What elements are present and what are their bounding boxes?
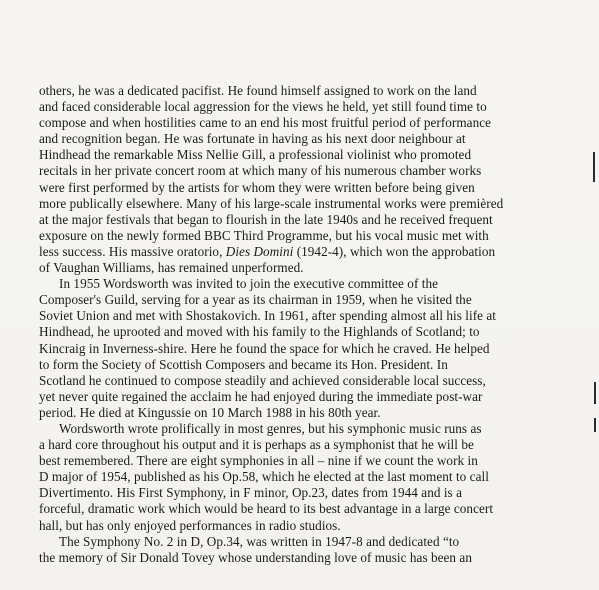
line-text: the memory of Sir Donald Tovey whose understanding love of music has been an: [39, 549, 472, 565]
text-line: [39, 292, 571, 308]
edge-mark: [594, 418, 596, 432]
text-line: [39, 534, 571, 550]
line-text: period. He died at Kingussie on 10 March 1988 in his 80th year.: [39, 404, 381, 420]
line-text: of Vaughan Williams, has remained unperformed.: [39, 260, 304, 276]
text-line: [39, 357, 571, 373]
line-text: In 1955 Wordsworth was invited to join the executive committee of the: [59, 276, 439, 292]
text-line: [39, 260, 571, 276]
line-text: less success. His massive oratorio,: [39, 243, 226, 259]
text-line: [39, 501, 571, 517]
text-line: [39, 83, 571, 99]
text-line: [39, 131, 571, 147]
text-line: [39, 405, 571, 421]
body-text: [39, 83, 571, 566]
line-text: to form the Society of Scottish Composers and became its Hon. President. In: [39, 356, 448, 372]
text-line: [39, 180, 571, 196]
text-line: [39, 437, 571, 453]
text-line: [39, 163, 571, 179]
line-text: forceful, dramatic work which would be heard to its best advantage in a large concert: [39, 501, 494, 517]
line-text: exposure on the newly formed BBC Third Programme, but his vocal music met with: [39, 227, 489, 243]
line-text: Hindhead the remarkable Miss Nellie Gill, a professional violinist who promoted: [39, 147, 472, 163]
text-line: [39, 196, 571, 212]
text-line: [39, 244, 571, 260]
text-line: [39, 99, 571, 115]
edge-mark: [594, 382, 596, 404]
text-line: [39, 115, 571, 131]
text-line: [39, 147, 571, 163]
line-text: The Symphony No. 2 in D, Op.34, was written in 1947-8 and dedicated “to: [59, 533, 460, 549]
line-text: at the major festivals that began to flourish in the late 1940s and he received frequent: [39, 211, 493, 227]
text-line: [39, 228, 571, 244]
italic-title: Dies Domini: [225, 243, 294, 259]
line-text: yet never quite regained the acclaim he had enjoyed during the immediate post-war: [39, 388, 483, 404]
line-text: more publically elsewhere. Many of his large-scale instrumental works were premièred: [39, 195, 504, 211]
text-line: [39, 550, 571, 566]
text-line: [39, 276, 571, 292]
line-text: were first performed by the artists for whom they were written before being given: [39, 179, 475, 195]
line-text: hall, but has only enjoyed performances in radio studios.: [39, 517, 341, 533]
text-line: [39, 469, 571, 485]
text-line: [39, 324, 571, 340]
line-text: best remembered. There are eight symphonies in all – nine if we count the work in: [39, 453, 478, 469]
line-text: Hindhead, he uprooted and moved with his family to the Highlands of Scotland; to: [39, 324, 480, 340]
edge-mark: [593, 152, 595, 182]
line-text-cont: (1942-4), which won the approbation: [293, 243, 496, 259]
text-line: [39, 485, 571, 501]
text-line: [39, 308, 571, 324]
text-line: [39, 212, 571, 228]
line-text: others, he was a dedicated pacifist. He found himself assigned to work on the land: [39, 83, 477, 98]
line-text: D major of 1954, published as his Op.58, which he elected at the last moment to call: [39, 469, 489, 485]
text-line: [39, 518, 571, 534]
text-line: [39, 453, 571, 469]
text-line: [39, 421, 571, 437]
line-text: and recognition began. He was fortunate in having as his next door neighbour at: [39, 131, 466, 147]
line-text: compose and when hostilities came to an end his most fruitful period of performance: [39, 115, 492, 131]
line-text: Composer's Guild, serving for a year as its chairman in 1959, when he visited the: [39, 292, 472, 308]
line-text: Wordsworth wrote prolifically in most genres, but his symphonic music runs as: [59, 420, 482, 436]
text-line: [39, 341, 571, 357]
line-text: and faced considerable local aggression for the views he held, yet still found time to: [39, 99, 487, 115]
line-text: recitals in her private concert room at which many of his numerous chamber works: [39, 163, 482, 179]
line-text: Kincraig in Inverness-shire. Here he found the space for which he craved. He helped: [39, 340, 490, 356]
line-text: Scotland he continued to compose steadily and achieved considerable local success,: [39, 372, 486, 388]
text-line: [39, 373, 571, 389]
text-line: [39, 389, 571, 405]
line-text: Divertimento. His First Symphony, in F minor, Op.23, dates from 1944 and is a: [39, 485, 462, 501]
line-text: a hard core throughout his output and it is perhaps as a symphonist that he will be: [39, 437, 474, 453]
line-text: Soviet Union and met with Shostakovich. In 1961, after spending almost all his life at: [39, 308, 497, 324]
